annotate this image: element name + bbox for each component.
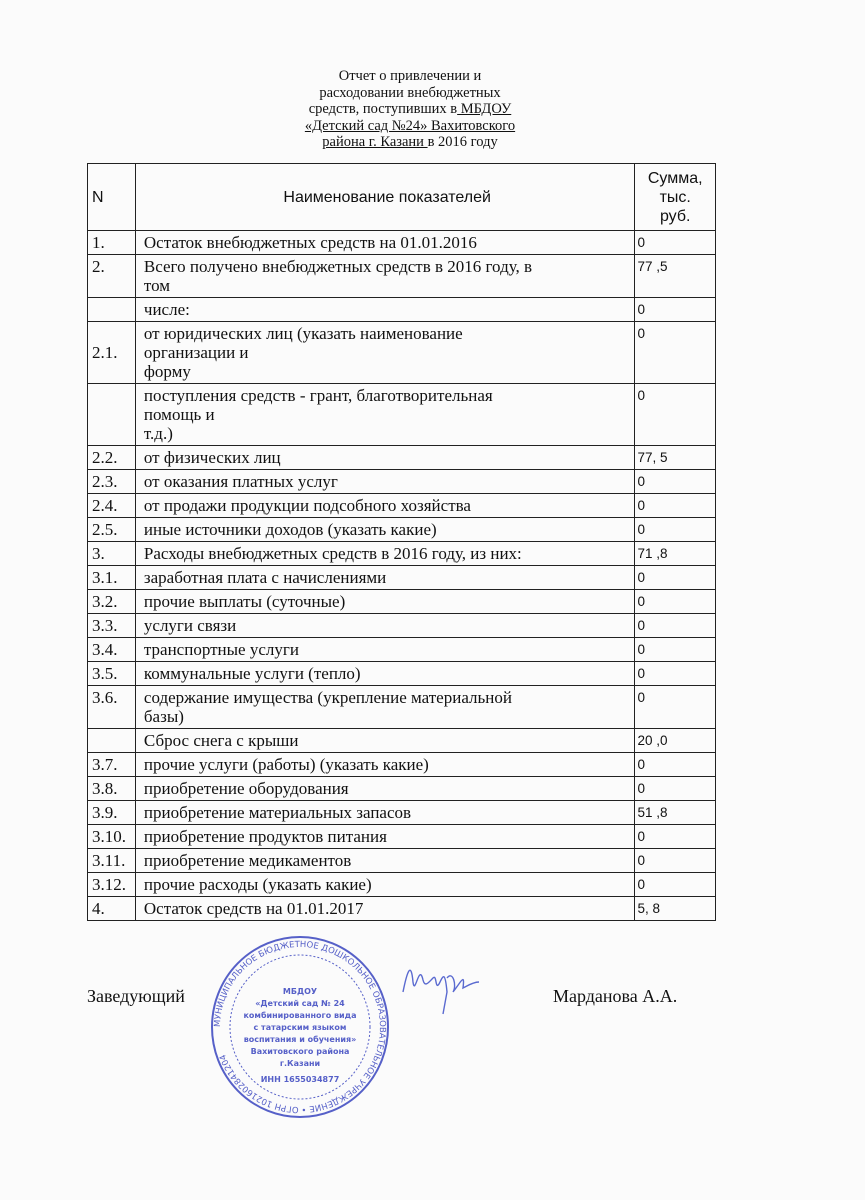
row-amount: 0 (635, 614, 716, 638)
table-row (88, 542, 716, 566)
table-row (88, 777, 716, 801)
row-indicator: прочие услуги (работы) (указать какие) (135, 753, 635, 777)
row-number: 2.4. (88, 494, 136, 518)
stamp-inn: ИНН 1655034877 (260, 1075, 340, 1084)
stamp-text: г.Казани (279, 1059, 321, 1068)
header-n: N (88, 164, 136, 231)
row-number: 4. (88, 897, 136, 921)
row-number: 3.5. (88, 662, 136, 686)
row-number: 2.3. (88, 470, 136, 494)
row-number: 3.7. (88, 753, 136, 777)
official-stamp (205, 932, 395, 1122)
row-number: 2.2. (88, 446, 136, 470)
row-amount: 0 (635, 638, 716, 662)
row-number: 2. (88, 255, 136, 298)
row-amount: 0 (635, 662, 716, 686)
report-table (87, 163, 716, 921)
row-number: 3.4. (88, 638, 136, 662)
stamp-text: Вахитовского района (250, 1047, 350, 1056)
table-row (88, 470, 716, 494)
row-number: 3. (88, 542, 136, 566)
row-indicator: от продажи продукции подсобного хозяйства (135, 494, 635, 518)
table-row (88, 446, 716, 470)
table-row (88, 801, 716, 825)
table-header-row (88, 164, 716, 231)
row-indicator: Остаток средств на 01.01.2017 (135, 897, 635, 921)
institution-name: района г. Казани (322, 134, 428, 150)
title-line (250, 118, 570, 135)
row-indicator: числе: (135, 298, 635, 322)
row-amount: 0 (635, 825, 716, 849)
table-row (88, 384, 716, 446)
title-line: расходовании внебюджетных (319, 84, 501, 101)
row-indicator: поступления средств - грант, благотворительная помощь и т.д.) (135, 384, 635, 446)
row-indicator: коммунальные услуги (тепло) (135, 662, 635, 686)
table-row (88, 614, 716, 638)
row-number: 2.5. (88, 518, 136, 542)
row-amount: 0 (635, 298, 716, 322)
row-number (88, 729, 136, 753)
table-row (88, 662, 716, 686)
row-indicator: содержание имущества (укрепление материальной базы) (135, 686, 635, 729)
signatory-name: Марданова А.А. (553, 986, 678, 1006)
row-amount: 0 (635, 753, 716, 777)
row-indicator: от физических лиц (135, 446, 635, 470)
row-amount: 0 (635, 322, 716, 384)
table-row (88, 873, 716, 897)
table-row (88, 494, 716, 518)
row-indicator: иные источники доходов (указать какие) (135, 518, 635, 542)
row-indicator: от юридических лиц (указать наименование организации и форму (135, 322, 635, 384)
position-label: Заведующий (87, 986, 185, 1006)
row-amount: 0 (635, 849, 716, 873)
row-amount: 0 (635, 777, 716, 801)
row-amount: 71 ,8 (635, 542, 716, 566)
table-row (88, 322, 716, 384)
row-number: 3.1. (88, 566, 136, 590)
title-text: средств, поступивших в (308, 101, 458, 117)
table-row (88, 686, 716, 729)
row-indicator: приобретение оборудования (135, 777, 635, 801)
institution-name: «Детский сад №24» Вахитовского (304, 117, 516, 134)
row-indicator: прочие расходы (указать какие) (135, 873, 635, 897)
row-indicator: приобретение продуктов питания (135, 825, 635, 849)
table-row (88, 298, 716, 322)
row-amount: 5, 8 (635, 897, 716, 921)
table-row (88, 729, 716, 753)
row-amount: 20 ,0 (635, 729, 716, 753)
table-row (88, 255, 716, 298)
table-row (88, 638, 716, 662)
document-title (250, 68, 570, 151)
row-amount: 77, 5 (635, 446, 716, 470)
row-indicator: приобретение медикаментов (135, 849, 635, 873)
title-text: в 2016 году (427, 134, 498, 150)
row-indicator: прочие выплаты (суточные) (135, 590, 635, 614)
row-indicator: от оказания платных услуг (135, 470, 635, 494)
stamp-text: «Детский сад № 24 (255, 999, 345, 1008)
row-number: 3.12. (88, 873, 136, 897)
row-indicator: транспортные услуги (135, 638, 635, 662)
stamp-ring-text: МУНИЦИПАЛЬНОЕ БЮДЖЕТНОЕ ДОШКОЛЬНОЕ ОБРАЗОВАТЕЛЬНОЕ УЧРЕЖДЕНИЕ • ОГРН 1021602841204 (212, 939, 388, 1115)
row-amount: 0 (635, 470, 716, 494)
table-row (88, 590, 716, 614)
table-row (88, 231, 716, 255)
row-number: 3.3. (88, 614, 136, 638)
row-number: 3.9. (88, 801, 136, 825)
institution-name: МБДОУ (457, 101, 512, 117)
table-row (88, 566, 716, 590)
row-indicator: Расходы внебюджетных средств в 2016 году, из них: (135, 542, 635, 566)
table-row (88, 897, 716, 921)
row-indicator: приобретение материальных запасов (135, 801, 635, 825)
row-number: 3.10. (88, 825, 136, 849)
row-number: 3.11. (88, 849, 136, 873)
row-indicator: Сброс снега с крыши (135, 729, 635, 753)
title-line (250, 101, 570, 118)
table-row (88, 518, 716, 542)
row-amount: 0 (635, 590, 716, 614)
row-amount: 0 (635, 384, 716, 446)
row-amount: 0 (635, 566, 716, 590)
title-line: Отчет о привлечении и (338, 68, 482, 84)
table-row (88, 753, 716, 777)
row-indicator: заработная плата с начислениями (135, 566, 635, 590)
handwritten-signature (395, 952, 485, 1022)
stamp-text: комбинированного вида (243, 1011, 357, 1020)
row-number (88, 298, 136, 322)
row-number: 3.2. (88, 590, 136, 614)
row-number: 2.1. (88, 322, 136, 384)
header-sum: Сумма, тыс. руб. (635, 164, 716, 231)
row-amount: 51 ,8 (635, 801, 716, 825)
title-line (250, 134, 570, 151)
row-amount: 77 ,5 (635, 255, 716, 298)
row-number (88, 384, 136, 446)
row-amount: 0 (635, 686, 716, 729)
row-indicator: Остаток внебюджетных средств на 01.01.2016 (135, 231, 635, 255)
row-indicator: услуги связи (135, 614, 635, 638)
row-amount: 0 (635, 873, 716, 897)
row-number: 3.8. (88, 777, 136, 801)
stamp-text: воспитания и обучения» (243, 1035, 357, 1044)
row-amount: 0 (635, 231, 716, 255)
table-row (88, 825, 716, 849)
row-number: 3.6. (88, 686, 136, 729)
stamp-text: МБДОУ (282, 987, 318, 996)
row-amount: 0 (635, 518, 716, 542)
row-indicator: Всего получено внебюджетных средств в 2016 году, в том (135, 255, 635, 298)
header-name: Наименование показателей (135, 164, 635, 231)
row-amount: 0 (635, 494, 716, 518)
stamp-text: с татарским языком (253, 1023, 347, 1032)
row-number: 1. (88, 231, 136, 255)
table-row (88, 849, 716, 873)
